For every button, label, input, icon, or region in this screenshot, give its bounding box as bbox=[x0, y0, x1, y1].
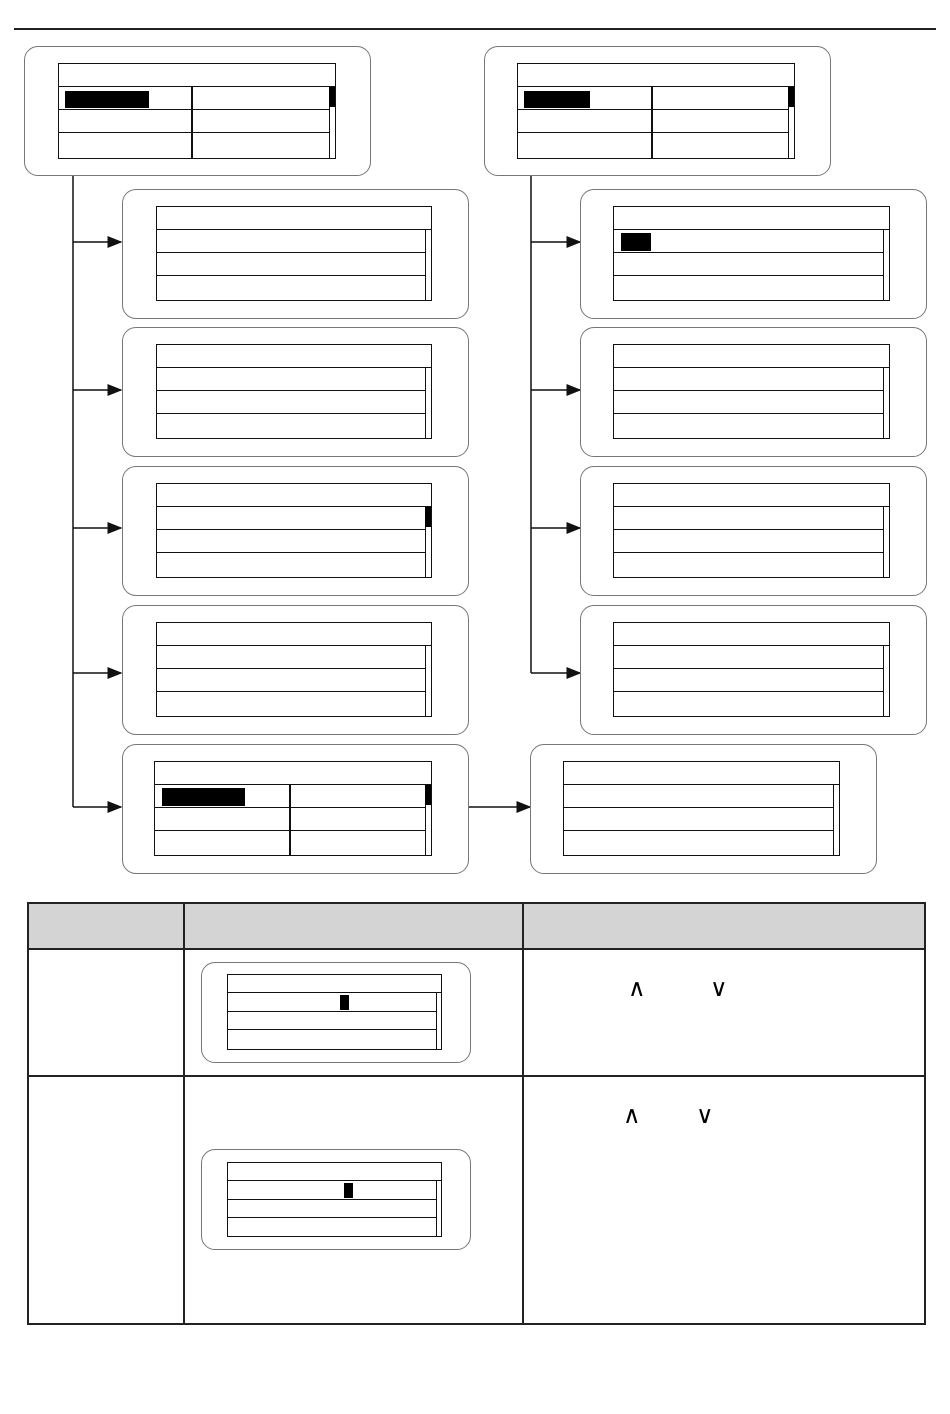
lcd-title-row bbox=[59, 64, 335, 87]
scrollbar[interactable] bbox=[833, 785, 839, 855]
right-submenu-1-frame bbox=[580, 189, 927, 319]
scrollbar[interactable] bbox=[436, 993, 441, 1049]
scrollbar-thumb[interactable] bbox=[788, 87, 794, 107]
table-screen-frame bbox=[201, 1149, 471, 1250]
lcd-row[interactable] bbox=[614, 253, 883, 276]
lcd-row[interactable] bbox=[564, 831, 833, 855]
lcd-row[interactable] bbox=[59, 133, 329, 158]
scrollbar[interactable] bbox=[883, 507, 889, 577]
lcd-title-row bbox=[614, 345, 889, 368]
lcd-title-row bbox=[228, 1163, 441, 1181]
right-main-menu-frame bbox=[484, 46, 831, 176]
left-submenu-3-frame bbox=[122, 466, 469, 596]
lcd-row[interactable] bbox=[59, 110, 329, 133]
header-action bbox=[523, 903, 925, 949]
scrollbar-thumb[interactable] bbox=[425, 785, 431, 805]
lcd-title-row bbox=[157, 623, 431, 646]
scrollbar-thumb[interactable] bbox=[329, 87, 335, 107]
lcd-row[interactable] bbox=[518, 133, 788, 158]
row-1-display bbox=[184, 949, 523, 1076]
lcd-display bbox=[156, 206, 432, 301]
lcd-display bbox=[227, 974, 442, 1050]
lcd-display bbox=[517, 63, 795, 159]
selected-item-highlight bbox=[162, 788, 245, 806]
down-key-icon: ∨ bbox=[710, 974, 728, 1002]
lcd-row[interactable] bbox=[157, 692, 425, 716]
row-1-action bbox=[523, 949, 925, 1076]
row-2-action bbox=[523, 1076, 925, 1324]
lcd-title-row bbox=[614, 484, 889, 507]
row-2-step bbox=[28, 1076, 184, 1324]
column-divider bbox=[651, 87, 653, 158]
lcd-row[interactable] bbox=[157, 276, 425, 300]
lcd-title-row bbox=[564, 762, 839, 785]
lcd-display bbox=[58, 63, 336, 159]
scrollbar[interactable] bbox=[883, 368, 889, 438]
left-submenu-1-frame bbox=[122, 189, 469, 319]
selected-item-highlight bbox=[524, 91, 590, 108]
left-submenu-4-frame bbox=[122, 605, 469, 735]
lcd-row[interactable] bbox=[614, 669, 883, 692]
lcd-title-row bbox=[157, 484, 431, 507]
lcd-row[interactable] bbox=[614, 692, 883, 716]
lcd-display bbox=[613, 206, 890, 301]
row-2-display bbox=[184, 1076, 523, 1324]
detail-screen-frame bbox=[530, 744, 877, 874]
row-1-step bbox=[28, 949, 184, 1076]
lcd-row[interactable] bbox=[228, 1030, 436, 1049]
lcd-row[interactable] bbox=[614, 507, 883, 530]
lcd-row[interactable] bbox=[157, 368, 425, 391]
lcd-display bbox=[156, 483, 432, 578]
lcd-row[interactable] bbox=[614, 391, 883, 414]
down-key-icon: ∨ bbox=[696, 1101, 714, 1129]
lcd-row[interactable] bbox=[157, 253, 425, 276]
scrollbar[interactable] bbox=[436, 1181, 441, 1236]
edit-cursor bbox=[340, 995, 349, 1010]
scrollbar[interactable] bbox=[425, 368, 431, 438]
lcd-title-row bbox=[614, 623, 889, 646]
lcd-row[interactable] bbox=[157, 530, 425, 553]
lcd-row[interactable] bbox=[564, 785, 833, 808]
lcd-row[interactable] bbox=[157, 507, 425, 530]
left-submenu-2-frame bbox=[122, 327, 469, 457]
right-submenu-3-frame bbox=[580, 466, 927, 596]
lcd-row[interactable] bbox=[157, 646, 425, 669]
lcd-row[interactable] bbox=[157, 553, 425, 577]
table-row bbox=[28, 949, 925, 1076]
lcd-display bbox=[613, 622, 890, 717]
lcd-display bbox=[563, 761, 840, 856]
lcd-display bbox=[613, 483, 890, 578]
scrollbar[interactable] bbox=[425, 646, 431, 716]
lcd-title-row bbox=[157, 345, 431, 368]
lcd-display bbox=[156, 344, 432, 439]
up-key-icon: ∧ bbox=[623, 1101, 641, 1129]
lcd-row[interactable] bbox=[157, 391, 425, 414]
lcd-display bbox=[227, 1162, 442, 1237]
lcd-row[interactable] bbox=[614, 368, 883, 391]
lcd-row[interactable] bbox=[614, 414, 883, 438]
lcd-row[interactable] bbox=[614, 530, 883, 553]
lcd-row[interactable] bbox=[228, 993, 436, 1012]
column-divider bbox=[191, 87, 193, 158]
right-submenu-2-frame bbox=[580, 327, 927, 457]
lcd-display bbox=[613, 344, 890, 439]
lcd-row[interactable] bbox=[564, 808, 833, 831]
selected-item-highlight bbox=[65, 91, 149, 108]
lcd-row[interactable] bbox=[157, 669, 425, 692]
column-divider bbox=[289, 785, 291, 855]
lcd-title-row bbox=[228, 975, 441, 993]
lcd-row[interactable] bbox=[518, 110, 788, 133]
operations-table bbox=[27, 902, 926, 1325]
lcd-row[interactable] bbox=[614, 646, 883, 669]
scrollbar-thumb[interactable] bbox=[425, 507, 431, 527]
lcd-row[interactable] bbox=[614, 230, 883, 253]
scrollbar[interactable] bbox=[425, 230, 431, 300]
lcd-row[interactable] bbox=[228, 1200, 436, 1218]
left-submenu-5-frame bbox=[122, 744, 469, 874]
header-step bbox=[28, 903, 184, 949]
left-main-menu-frame bbox=[24, 46, 371, 176]
lcd-row[interactable] bbox=[228, 1181, 436, 1200]
lcd-display bbox=[154, 761, 432, 856]
lcd-row[interactable] bbox=[614, 276, 883, 300]
table-row bbox=[28, 1076, 925, 1324]
edit-cursor bbox=[344, 1183, 353, 1198]
lcd-row[interactable] bbox=[157, 230, 425, 253]
lcd-title-row bbox=[157, 207, 431, 230]
lcd-title-row bbox=[155, 762, 431, 785]
selected-item-highlight bbox=[621, 233, 651, 251]
right-submenu-4-frame bbox=[580, 605, 927, 735]
lcd-display bbox=[156, 622, 432, 717]
lcd-title-row bbox=[614, 207, 889, 230]
table-screen-frame bbox=[201, 962, 471, 1063]
lcd-row[interactable] bbox=[228, 1218, 436, 1236]
up-key-icon: ∧ bbox=[628, 974, 646, 1002]
lcd-title-row bbox=[518, 64, 794, 87]
lcd-row[interactable] bbox=[228, 1012, 436, 1030]
header-display bbox=[184, 903, 523, 949]
scrollbar[interactable] bbox=[883, 230, 889, 300]
lcd-row[interactable] bbox=[614, 553, 883, 577]
scrollbar[interactable] bbox=[883, 646, 889, 716]
table-header-row bbox=[28, 903, 925, 949]
lcd-row[interactable] bbox=[157, 414, 425, 438]
